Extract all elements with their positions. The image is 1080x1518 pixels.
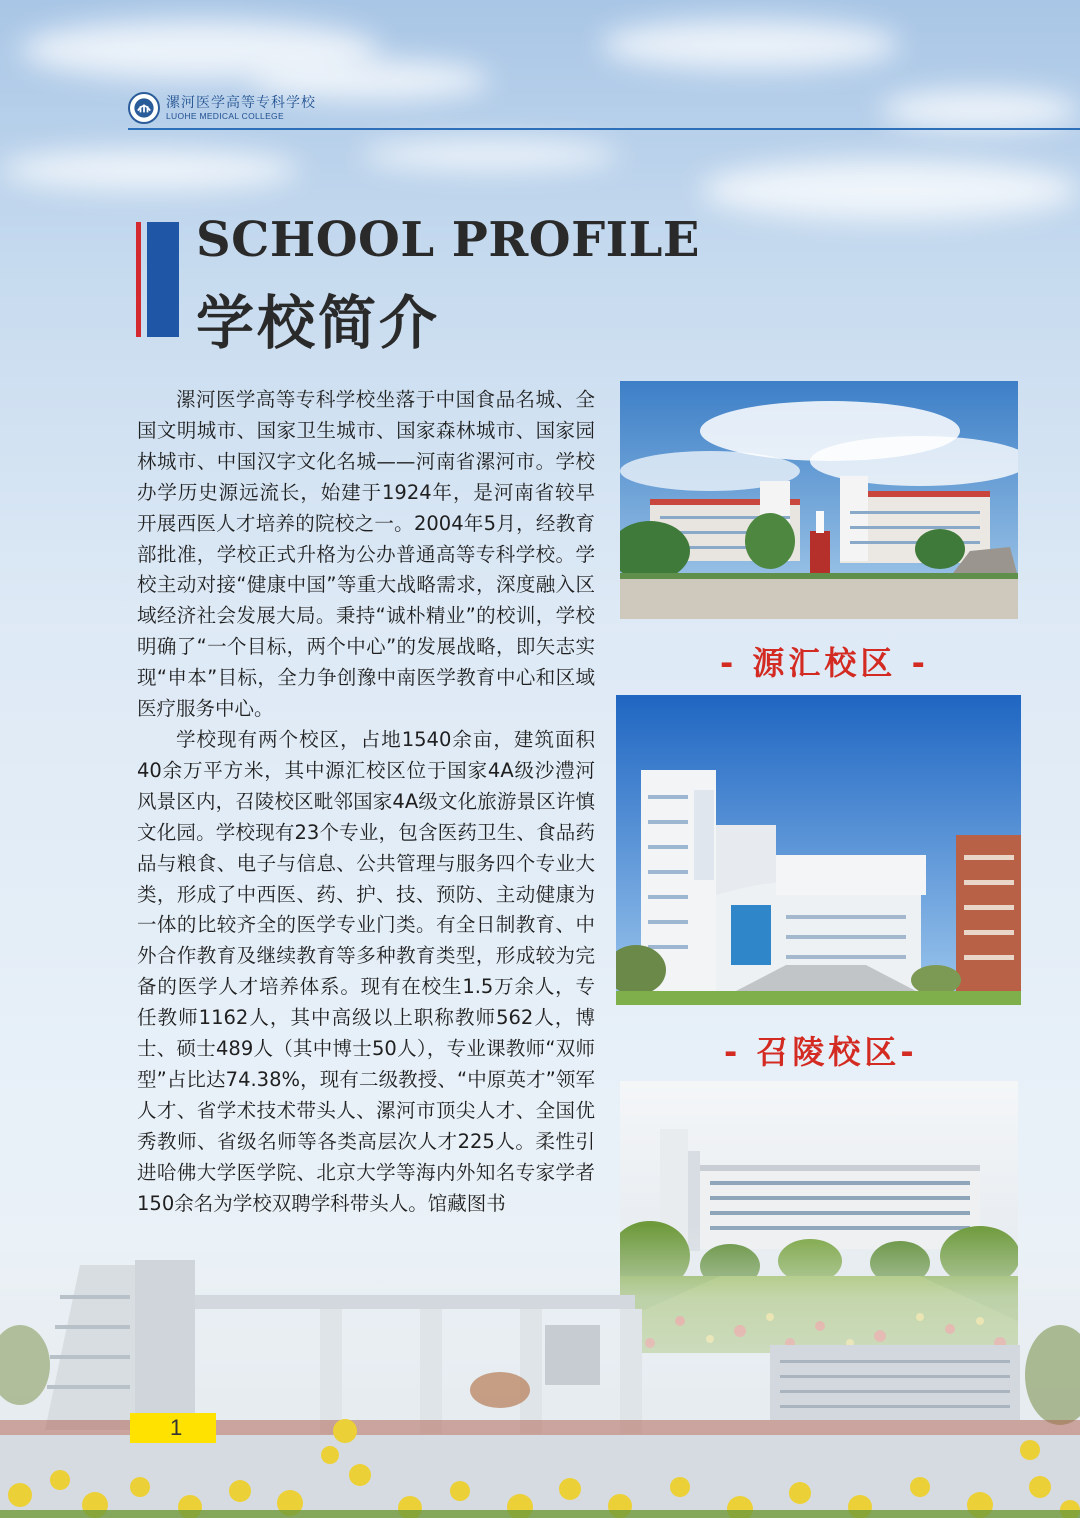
title-accent-blue-bar: [147, 222, 179, 337]
campus-gate-background: [0, 1225, 1080, 1518]
yuanhui-campus-caption: - 源汇校区 -: [720, 644, 929, 682]
page-number: 1: [170, 1415, 183, 1440]
school-logo-icon: [128, 92, 160, 124]
yuanhui-campus-photo: [620, 381, 1018, 619]
page-number-badge: [130, 1413, 216, 1443]
page-title-english: SCHOOL PROFILE: [196, 212, 700, 268]
zhaoling-campus-caption: - 召陵校区-: [724, 1033, 918, 1071]
cloud: [600, 20, 900, 70]
paragraph: 漯河医学高等专科学校坐落于中国食品名城、全国文明城市、国家卫生城市、国家森林城市、国家园林城市、中国汉字文化名城——河南省漯河市。学校办学历史源远流长，始建于1924年，是河南省较早开展西医人才培养的院校之一。2004年5月，经教育部批准，学校正式升格为公办普通高等专科学校。学校主动对接“健康中国”等重大战略需求，深度融入区域经济社会发展大局。秉持“诚朴精业”的校训，学校明确了“一个目标，两个中心”的发展战略，即矢志实现“申本”目标，全力争创豫中南医学教育中心和区域医疗服务中心。: [137, 388, 595, 721]
title-accent-red-bar: [136, 222, 141, 337]
zhaoling-campus-photo: [616, 695, 1021, 1005]
school-name-chinese: 漯河医学高等专科学校: [166, 95, 316, 111]
cloud: [700, 160, 1080, 220]
profile-body: [137, 385, 595, 1219]
header-divider: [128, 128, 1080, 130]
page-title-chinese: 学校简介: [196, 289, 441, 357]
header: [128, 90, 1080, 130]
cloud: [0, 150, 300, 190]
cloud: [360, 140, 620, 170]
paragraph: 学校现有两个校区，占地1540余亩，建筑面积40余万平方米，其中源汇校区位于国家4A级沙澧河风景区内，召陵校区毗邻国家4A级文化旅游景区许慎文化园。学校现有23个专业，包含医药卫生、食品药品与粮食、电子与信息、公共管理与服务四个专业大类，形成了中西医、药、护、技、预防、主动健康为一体的比较齐全的医学专业门类。有全日制教育、中外合作教育及继续教育等多种教育类型，形成较为完备的医学人才培养体系。现有在校生1.5万余人，专任教师1162人，其中高级以上职称教师562人，博士、硕士489人（其中博士50人），专业课教师“双师型”占比达74.38%，现有二级教授、“中原英才”领军人才、省学术技术带头人、漯河市顶尖人才、全国优秀教师、省级名师等各类高层次人才225人。柔性引进哈佛大学医学院、北京大学等海内外知名专家学者150余名为学校双聘学科带头人。馆藏图书: [137, 727, 595, 1215]
school-name-english: LUOHE MEDICAL COLLEGE: [166, 111, 284, 121]
